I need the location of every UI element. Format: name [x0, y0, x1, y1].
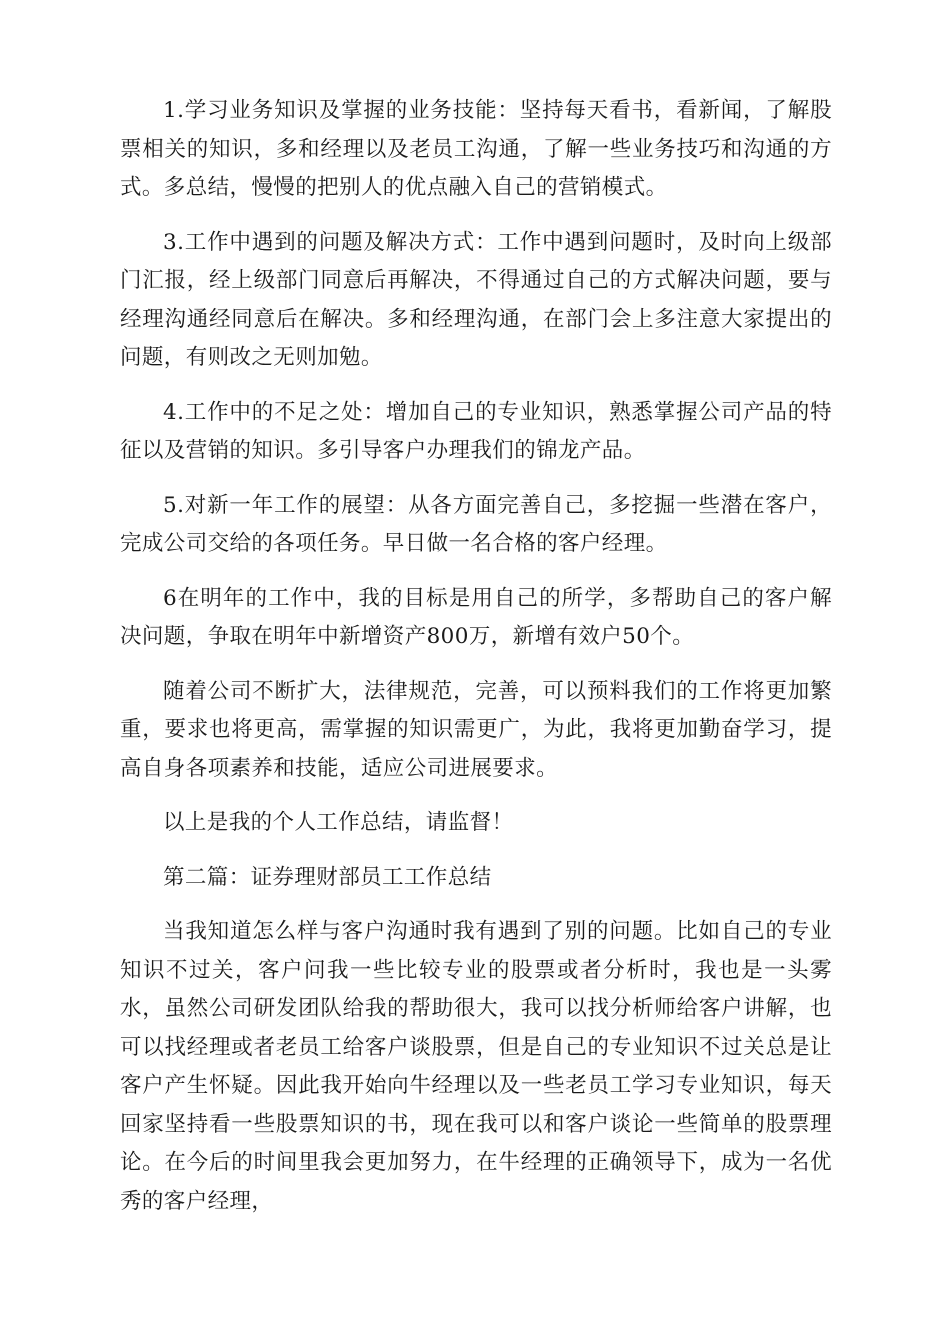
section-heading-second-article: 第二篇：证券理财部员工工作总结: [163, 864, 492, 890]
paragraph-closing: 以上是我的个人工作总结，请监督！: [163, 810, 514, 835]
document-body: [120, 92, 832, 1237]
paragraph-goals: 6在明年的工作中，我的目标是用自己的所学，多帮助自己的客户解决问题，争取在明年中新增资产800万，新增有效户50个。: [120, 585, 832, 649]
paragraph-problems-solutions: 3.工作中遇到的问题及解决方式：工作中遇到问题时，及时向上级部门汇报，经上级部门同意后再解决，不得通过自己的方式解决问题，要与经理沟通经同意后在解决。多和经理沟通，在部门会上多注意大家提出的问题，有则改之无则加勉。: [120, 229, 832, 370]
paragraph-outlook: 5.对新一年工作的展望：从各方面完善自己，多挖掘一些潜在客户，完成公司交给的各项任务。早日做一名合格的客户经理。: [120, 492, 832, 556]
paragraph-client-communication: 当我知道怎么样与客户沟通时我有遇到了别的问题。比如自己的专业知识不过关，客户问我一些比较专业的股票或者分析时，我也是一头雾水，虽然公司研发团队给我的帮助很大，我可以找分析师给客户讲解，也可以找经理或者老员工给客户谈股票，但是自己的专业知识不过关总是让客户产生怀疑。因此我开始向牛经理以及一些老员工学习专业知识，每天回家坚持看一些股票知识的书，现在我可以和客户谈论一些简单的股票理论。在今后的时间里我会更加努力，在牛经理的正确领导下，成为一名优秀的客户经理，: [120, 919, 832, 1214]
paragraph-shortcomings: 4.工作中的不足之处：增加自己的专业知识，熟悉掌握公司产品的特征以及营销的知识。多引导客户办理我们的锦龙产品。: [120, 399, 832, 463]
paragraph-company-growth: 随着公司不断扩大，法律规范，完善，可以预料我们的工作将更加繁重，要求也将更高，需掌握的知识需更广，为此，我将更加勤奋学习，提高自身各项素养和技能，适应公司进展要求。: [120, 678, 832, 781]
paragraph-learning-skills: 1.学习业务知识及掌握的业务技能：坚持每天看书，看新闻，了解股票相关的知识，多和经理以及老员工沟通，了解一些业务技巧和沟通的方式。多总结，慢慢的把别人的优点融入自己的营销模式。: [120, 98, 832, 200]
